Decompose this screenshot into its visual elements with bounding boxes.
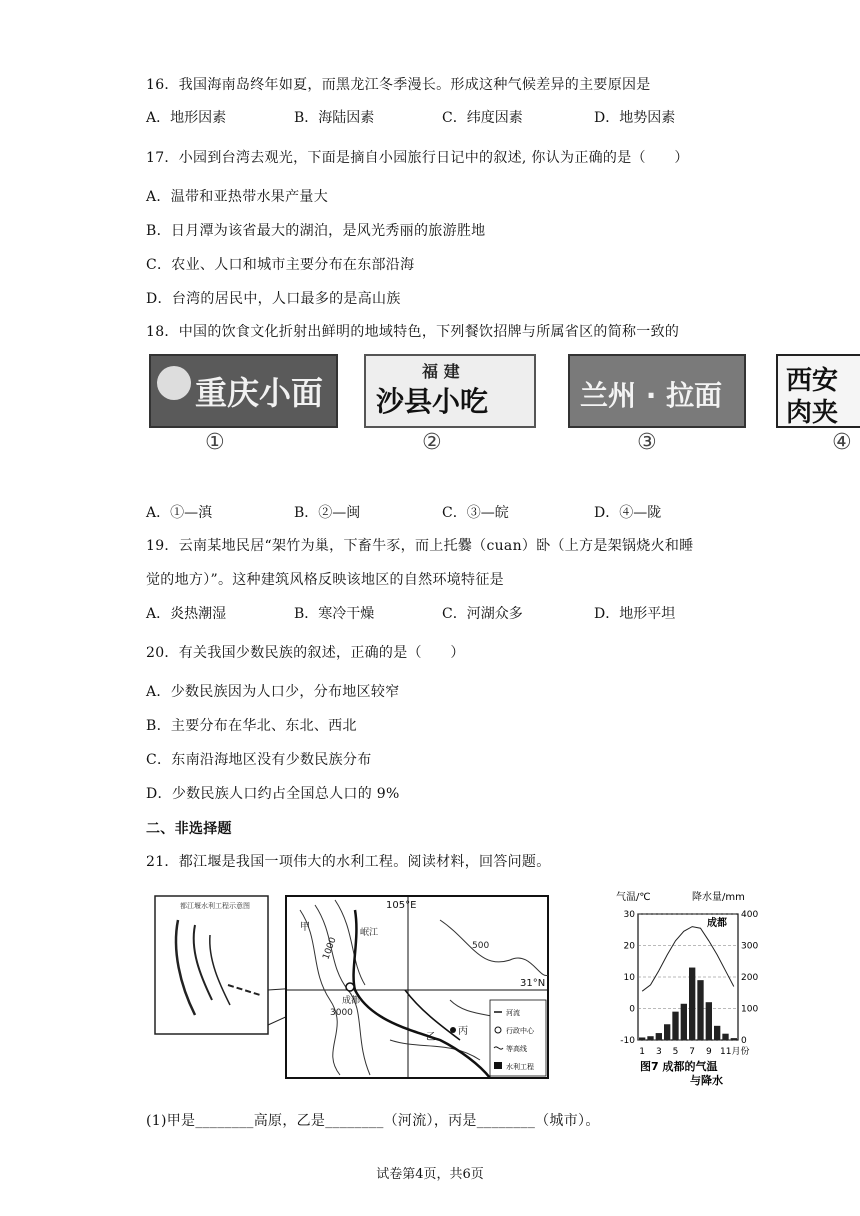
precipitation-bar [639,1037,645,1040]
section-heading: 二、非选择题 [146,821,232,837]
q20-stem: 20．有关我国少数民族的叙述，正确的是（ ） [146,645,465,661]
q20-option-b[interactable]: B．主要分布在华北、东北、西北 [146,718,357,734]
x-tick-label: 3 [655,1047,662,1057]
city-label-chengdu: 成都 [342,996,361,1006]
inset-title: 都江堰水利工程示意图 [180,902,250,910]
sign-marker-3: ③ [637,430,657,455]
sign-4-text: 西安 [786,366,839,396]
chart-header-left: 气温/℃ [616,892,651,903]
q18-option-c[interactable]: C．③—皖 [442,505,509,521]
precipitation-bar [656,1033,662,1040]
legend-river: 河流 [506,1009,520,1017]
label-yi: 乙 [426,1032,436,1043]
q18-option-b[interactable]: B．②—闽 [294,505,361,521]
precipitation-bar [647,1036,653,1040]
chart-caption-2: 与降水 [690,1074,723,1087]
q20-option-d[interactable]: D．少数民族人口约占全国总人口的 9% [146,786,400,802]
q17-option-c[interactable]: C．农业、人口和城市主要分布在东部沿海 [146,257,415,273]
contour-label-3000: 3000 [330,1008,353,1018]
q21-stem: 21．都江堰是我国一项伟大的水利工程。阅读材料，回答问题。 [146,854,551,870]
q18-stem: 18．中国的饮食文化折射出鲜明的地域特色，下列餐饮招牌与所属省区的简称一致的 [146,324,680,340]
temperature-series-line [642,927,734,992]
x-axis-label: 11月份 [720,1047,750,1057]
y-left-tick-label: 10 [623,973,635,983]
sign-2-top: 福 建 [422,362,460,381]
legend-project: 水利工程 [506,1063,534,1071]
q16-option-a[interactable]: A．地形因素 [146,110,227,126]
legend-admin: 行政中心 [506,1027,534,1035]
sign-3-text: 兰州 · 拉面 [580,379,723,412]
bing-marker-icon [450,1027,456,1033]
q17-option-d[interactable]: D．台湾的居民中，人口最多的是高山族 [146,291,401,307]
q16-option-c[interactable]: C．纬度因素 [442,110,523,126]
page-footer: 试卷第4页，共6页 [376,1167,484,1182]
precipitation-bar [697,980,703,1040]
sign-shaxian-snack [364,354,536,428]
precipitation-bar [722,1034,728,1040]
sign-4-text2: 肉夹 [786,398,839,428]
sign-1-text: 重庆小面 [195,374,324,412]
y-right-tick-label: 400 [741,910,759,920]
precipitation-bar [689,968,695,1040]
q18-option-a[interactable]: A．①—滇 [146,505,213,521]
y-right-tick-label: 200 [741,973,759,983]
x-tick-label: 1 [639,1047,646,1057]
q18-options [146,502,846,522]
sign-2-text: 沙县小吃 [376,385,489,418]
contour-label-500: 500 [472,941,490,951]
q19-stem-line2: 觉的地方）”。这种建筑风格反映该地区的自然环境特征是 [146,572,504,588]
sign-xian-roujiamo [776,354,860,428]
q19-stem-line1: 19．云南某地民居“架竹为巢，下畜牛豕，而上托爨（cuan）卧（上方是架锅烧火和睡 [146,538,694,554]
sign-chongqing-noodle [149,354,338,428]
sign-marker-4: ④ [832,430,852,455]
q16-options [146,107,846,127]
q19-option-a[interactable]: A．炎热潮湿 [146,606,227,622]
chart-header-right: 降水量/mm [692,892,745,903]
y-right-tick-label: 300 [741,941,759,952]
q18-option-d[interactable]: D．④—陇 [594,505,662,521]
y-left-tick-label: -10 [620,1036,635,1046]
precipitation-bar [714,1026,720,1040]
river-label-min: 岷江 [360,928,379,938]
q20-option-c[interactable]: C．东南沿海地区没有少数民族分布 [146,752,372,768]
legend-contour: 等高线 [506,1045,527,1053]
precipitation-bar [681,1004,687,1040]
q17-stem: 17．小园到台湾去观光，下面是摘自小园旅行日记中的叙述, 你认为正确的是（ ） [146,150,689,166]
y-left-tick-label: 0 [629,1004,635,1015]
q16-stem: 16．我国海南岛终年如夏，而黑龙江冬季漫长。形成这种气候差异的主要原因是 [146,77,651,93]
q16-option-b[interactable]: B．海陆因素 [294,110,375,126]
inset-frame [155,896,268,1034]
y-right-tick-label: 0 [741,1036,747,1046]
precipitation-bar [706,1002,712,1040]
q19-option-b[interactable]: B．寒冷干燥 [294,606,375,622]
contour-label-1000: 1000 [321,936,339,962]
sign-marker-1: ① [205,430,225,455]
chengdu-marker-icon [346,983,354,991]
x-tick-label: 7 [689,1047,696,1057]
sign-lanzhou-noodle [568,354,746,428]
q20-option-a[interactable]: A．少数民族因为人口少，分布地区较窄 [146,684,400,700]
chengdu-climate-chart [610,888,770,1088]
q19-option-c[interactable]: C．河湖众多 [442,606,523,622]
x-tick-label: 5 [672,1047,679,1057]
q19-options [146,603,846,623]
meridian-label: 105°E [386,900,417,911]
label-bing: 丙 [458,1026,468,1037]
q16-option-d[interactable]: D．地势因素 [594,110,676,126]
legend-project-icon [494,1062,502,1069]
q19-option-d[interactable]: D．地形平坦 [594,606,676,622]
q17-option-b[interactable]: B．日月潭为该省最大的湖泊，是风光秀丽的旅游胜地 [146,223,486,239]
y-left-tick-label: 30 [623,910,635,920]
y-left-tick-label: 20 [623,941,635,952]
legend-admin-icon [495,1027,501,1033]
precipitation-bar [731,1038,737,1040]
sign-logo-icon [157,366,191,400]
y-right-tick-label: 100 [741,1004,759,1015]
q17-option-a[interactable]: A．温带和亚热带水果产量大 [146,189,329,205]
precipitation-bar [672,1012,678,1040]
sign-marker-2: ② [422,430,442,455]
precipitation-bar [664,1024,670,1040]
chart-caption-1: 图7 成都的气温 [640,1060,718,1073]
chart-city-label: 成都 [707,918,727,929]
x-tick-label: 9 [705,1047,712,1057]
q21-subquestion-1: (1)甲是________高原，乙是________（河流），丙是________（城市）。 [146,1113,600,1129]
dujiangyan-map [150,890,555,1082]
parallel-label: 31°N [520,978,546,989]
label-jia: 甲 [300,922,310,933]
